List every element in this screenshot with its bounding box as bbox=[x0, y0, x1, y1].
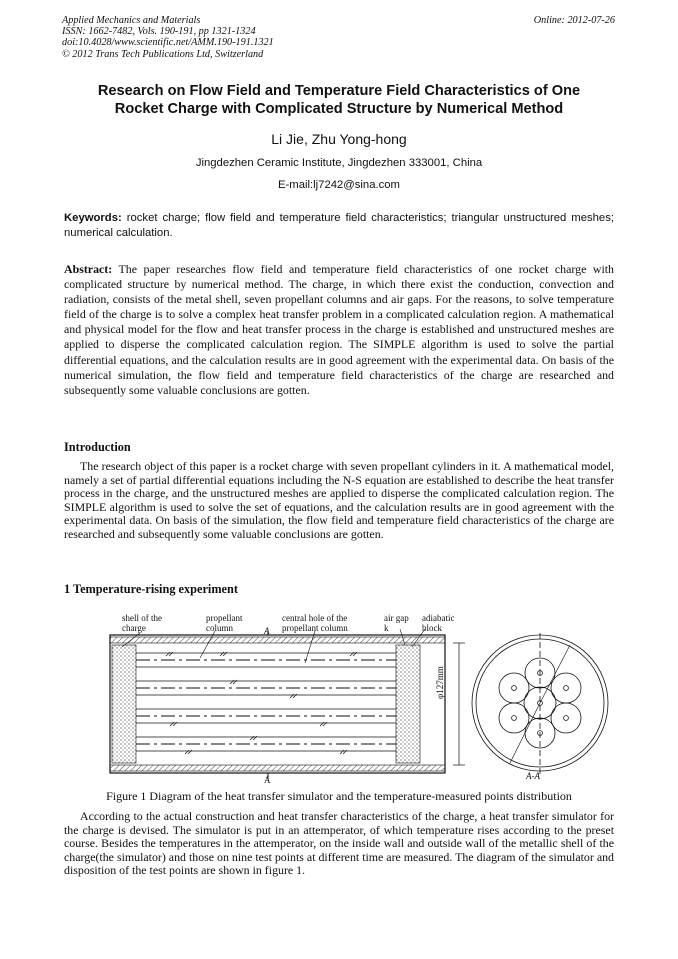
label-central-hole: central hole of the propellant column bbox=[282, 613, 348, 633]
paper-title bbox=[50, 82, 628, 118]
abstract-text: The paper researches flow field and temperature field characteristics of one rocket charge with complicated structure by numerical method. The charge, in which there exist the conduction, convection and radiation, consists of the metal shell, seven propellant columns and air gaps. For the reasons, to solve temperature field of the charge is to solve a complex heat transfer problem in a complicated calculation region. A mathematical and physical model for the flow and heat transfer process in the charge is established and unstructured meshes are applied to disperse the complicated calculation region. The SIMPLE algorithm is used to solve the partial differential equations, and the calculation results are in good agreement with the experimental data. On basis of the numerical simulation, the flow field and temperature field characteristics of the charge are researched and subsequently some valuable conclusions are gotten. bbox=[64, 262, 614, 397]
figure-1-diagram bbox=[100, 603, 620, 783]
abstract-label: Abstract: bbox=[64, 262, 113, 276]
section-1-heading: 1 Temperature-rising experiment bbox=[64, 582, 238, 596]
journal-copyright: © 2012 Trans Tech Publications Ltd, Switzerland bbox=[62, 48, 264, 60]
simulator-cross-section bbox=[472, 633, 608, 775]
journal-issn: ISSN: 1662-7482, Vols. 190-191, pp 1321-1324 bbox=[62, 26, 256, 38]
journal-doi: doi:10.4028/www.scientific.net/AMM.190-191.1321 bbox=[62, 37, 274, 49]
simulator-side-view bbox=[110, 629, 465, 779]
introduction-heading: Introduction bbox=[64, 440, 131, 454]
label-section-top: A bbox=[264, 626, 270, 636]
journal-metadata bbox=[62, 15, 274, 60]
online-date: Online: 2012-07-26 bbox=[533, 15, 615, 26]
keywords bbox=[64, 211, 614, 241]
keywords-text: rocket charge; flow field and temperature field characteristics; triangular unstructured meshes; numerical calculation. bbox=[64, 212, 614, 239]
section-1-text: According to the actual construction and heat transfer characteristics of the charge, a heat transfer simulator for the charge is devised. The simulator is put in an attemperator, of which temperature rises according to the preset course. Besides the temperatures in the attemperator, on the inside wall and outside wall of the metallic shell of the charge(the simulator) and those on nine test points at different time are measured. The diagram of the simulator and disposition of the test points are shown in figure 1. bbox=[64, 809, 614, 878]
label-propellant-column: propellant column bbox=[206, 613, 243, 633]
label-dimension: φ127mm bbox=[435, 666, 445, 699]
abstract bbox=[64, 262, 614, 398]
figure-1-caption: Figure 1 Diagram of the heat transfer simulator and the temperature-measured points distribution bbox=[106, 789, 572, 803]
label-adiabatic-block: adiabatic block bbox=[422, 613, 455, 633]
authors: Li Jie, Zhu Yong-hong bbox=[271, 131, 407, 147]
email: E-mail:lj7242@sina.com bbox=[278, 179, 400, 191]
figure-1 bbox=[100, 603, 620, 783]
journal-name: Applied Mechanics and Materials bbox=[62, 15, 201, 26]
label-shell: shell of the charge bbox=[122, 613, 162, 633]
paper-title-line-2: Rocket Charge with Complicated Structure by Numerical Method bbox=[114, 101, 564, 117]
affiliation: Jingdezhen Ceramic Institute, Jingdezhen 333001, China bbox=[195, 157, 483, 169]
paper-title-line-1: Research on Flow Field and Temperature Field Characteristics of One bbox=[97, 83, 581, 99]
keywords-label: Keywords: bbox=[64, 212, 122, 224]
label-section-view: A-A bbox=[526, 771, 540, 781]
introduction-text: The research object of this paper is a rocket charge with seven propellant cylinders in it. A mathematical model, namely a set of partial differential equations including the N-S equation are established to describe the heat transfer process in the charge, and the unstructured meshes are applied to disperse the complicated calculation region. The SIMPLE algorithm is used to solve the set of equations, and the calculation results are in good agreement with the experimental data. On basis of the simulation, the flow field and temperature field characteristics of the charge are researched and subsequently some valuable conclusions are gotten. bbox=[64, 459, 614, 541]
label-section-bottom: A bbox=[264, 775, 271, 785]
label-air-gap: air gap k bbox=[384, 613, 409, 633]
